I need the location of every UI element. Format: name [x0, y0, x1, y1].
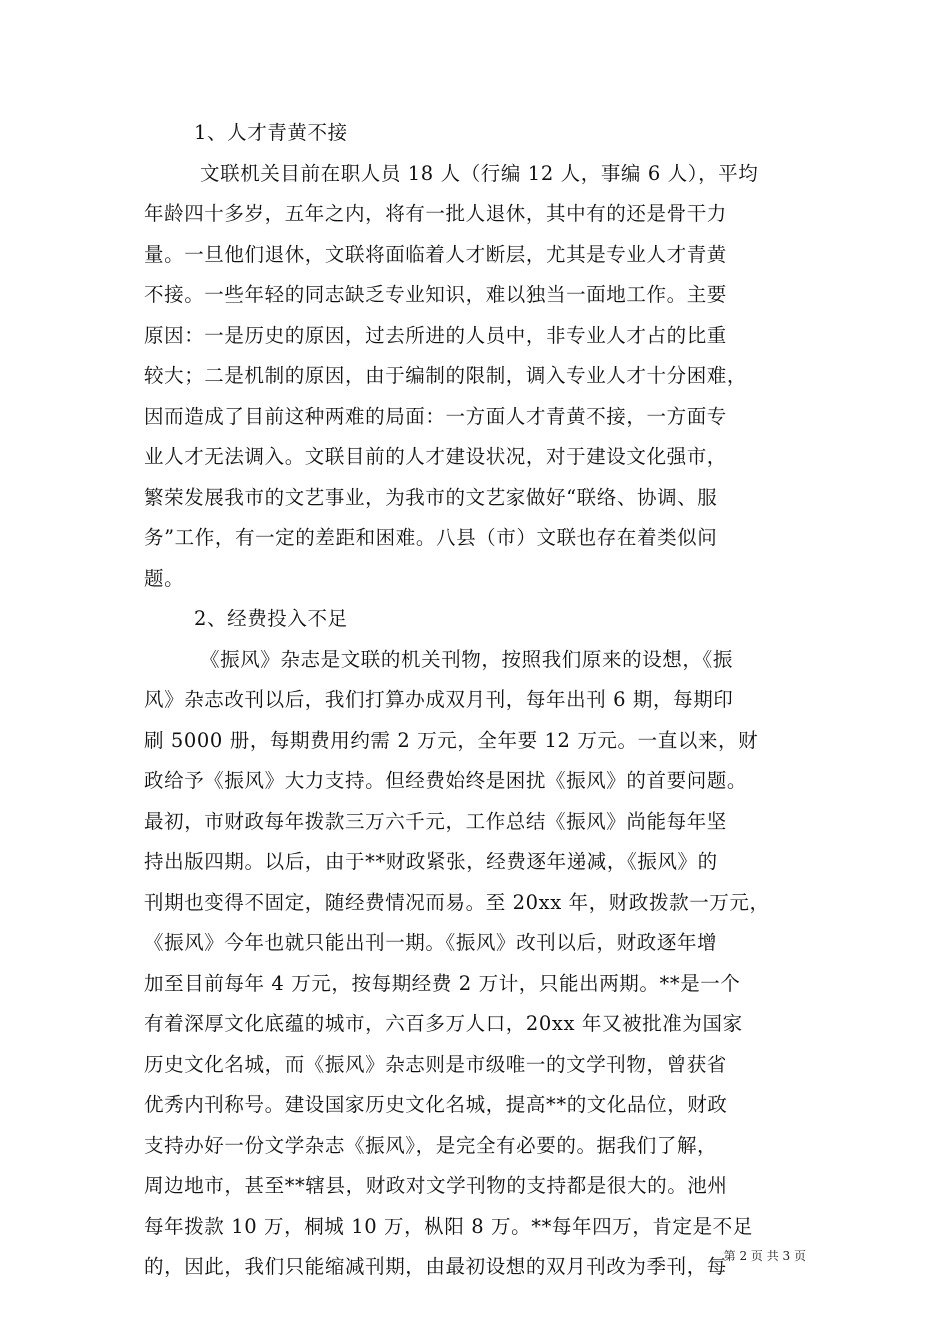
text-line: 政给予《振风》大力支持。但经费始终是困扰《振风》的首要问题。	[144, 769, 748, 792]
text-line: 不接。一些年轻的同志缺乏专业知识，难以独当一面地工作。主要	[144, 283, 727, 306]
page-number: 第 2 页 共 3 页	[723, 1249, 806, 1263]
section-heading: 2、经费投入不足	[194, 607, 348, 630]
text-line: 持出版四期。以后，由于**财政紧张，经费逐年递减，《振风》的	[144, 850, 718, 873]
text-line: 因而造成了目前这种两难的局面：一方面人才青黄不接，一方面专	[144, 404, 727, 428]
text-line: 务”工作，有一定的差距和困难。八县（市）文联也存在着类似问	[144, 526, 718, 549]
text-line: 周边地市，甚至**辖县，财政对文学刊物的支持都是很大的。池州	[144, 1174, 728, 1197]
text-line: 题。	[144, 566, 185, 590]
text-line: 有着深厚文化底蕴的城市，六百多万人口，20xx 年又被批准为国家	[144, 1012, 743, 1035]
text-line: 最初，市财政每年拨款三万六千元，工作总结《振风》尚能每年坚	[144, 809, 727, 833]
text-line: 优秀内刊称号。建设国家历史文化名城，提高**的文化品位，财政	[144, 1093, 728, 1116]
text-line: 历史文化名城，而《振风》杂志则是市级唯一的文学刊物，曾获省	[144, 1052, 727, 1076]
text-line: 较大；二是机制的原因，由于编制的限制，调入专业人才十分困难，	[144, 364, 748, 387]
text-line: 繁荣发展我市的文艺事业，为我市的文艺家做好“联络、协调、服	[144, 485, 718, 509]
text-line: 原因：一是历史的原因，过去所进的人员中，非专业人才占的比重	[144, 323, 727, 347]
text-line: 《振风》杂志是文联的机关刊物，按照我们原来的设想，《振	[200, 647, 733, 671]
text-line: 文联机关目前在职人员 18 人（行编 12 人，事编 6 人），平均	[200, 161, 759, 185]
text-line: 每年拨款 10 万，桐城 10 万，枞阳 8 万。**每年四万，肯定是不足	[144, 1214, 753, 1238]
text-line: 《振风》今年也就只能出刊一期。《振风》改刊以后，财政逐年增	[144, 931, 718, 954]
text-line: 风》杂志改刊以后，我们打算办成双月刊，每年出刊 6 期，每期印	[144, 688, 734, 711]
text-line: 量。一旦他们退休，文联将面临着人才断层，尤其是专业人才青黄	[144, 242, 727, 266]
document-body	[144, 113, 804, 1288]
section-heading: 1、人才青黄不接	[194, 121, 348, 144]
text-line: 的，因此，我们只能缩减刊期，由最初设想的双月刊改为季刊，每	[144, 1255, 727, 1278]
text-line: 业人才无法调入。文联目前的人才建设状况，对于建设文化强市，	[144, 445, 727, 468]
text-line: 刊期也变得不固定，随经费情况而易。至 20xx 年，财政拨款一万元，	[144, 890, 770, 914]
text-line: 年龄四十多岁，五年之内，将有一批人退休，其中有的还是骨干力	[144, 202, 727, 225]
text-line: 加至目前每年 4 万元，按每期经费 2 万计，只能出两期。**是一个	[144, 971, 741, 995]
text-line: 支持办好一份文学杂志《振风》，是完全有必要的。据我们了解，	[144, 1133, 718, 1157]
text-line: 刷 5000 册，每期费用约需 2 万元，全年要 12 万元。一直以来，财	[144, 728, 759, 752]
